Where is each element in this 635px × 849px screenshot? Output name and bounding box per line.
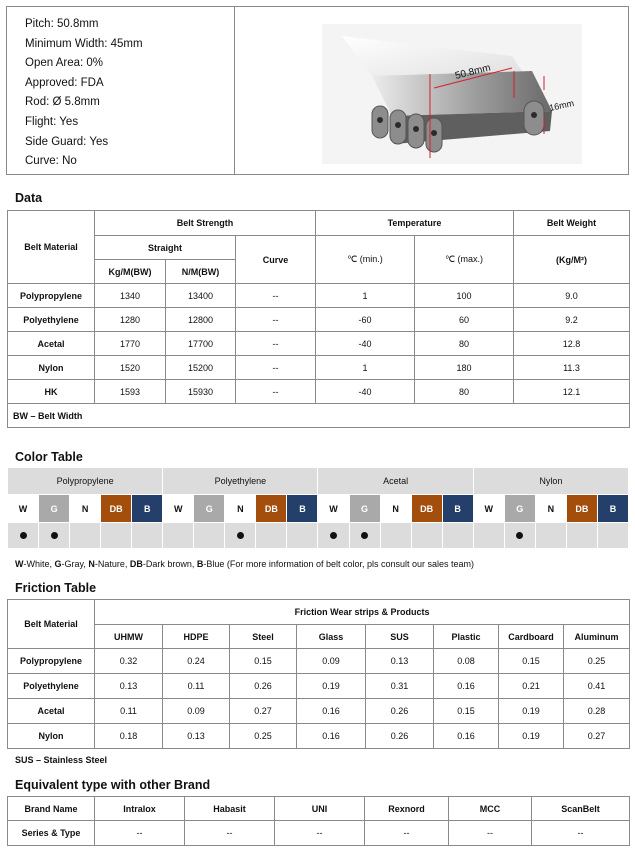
- cell-tmax: 180: [415, 356, 514, 380]
- cell-weight: 11.3: [514, 356, 630, 380]
- friction-value-cell: 0.16: [297, 699, 366, 724]
- color-availability-cell: [442, 523, 473, 549]
- available-dot-icon: [330, 532, 337, 539]
- friction-value-cell: 0.16: [434, 724, 499, 749]
- color-availability-cell: [349, 523, 380, 549]
- color-swatch-db: DB: [101, 495, 132, 523]
- available-dot-icon: [20, 532, 27, 539]
- color-swatch-b: B: [442, 495, 473, 523]
- header-weight-unit: (Kg/M²): [514, 236, 630, 284]
- friction-col-header: HDPE: [163, 625, 230, 649]
- cell-nm: 15200: [166, 356, 236, 380]
- friction-value-cell: 0.27: [230, 699, 297, 724]
- row-material: HK: [8, 380, 95, 404]
- color-swatch-g: G: [39, 495, 70, 523]
- row-material: Acetal: [8, 699, 95, 724]
- data-table: [7, 210, 630, 428]
- belt-image: [235, 7, 628, 174]
- spec-approved: Approved: FDA: [25, 76, 104, 89]
- cell-nm: 15930: [166, 380, 236, 404]
- bw-note: BW – Belt Width: [8, 404, 630, 428]
- friction-value-cell: 0.31: [366, 674, 434, 699]
- cell-kgm: 1520: [95, 356, 166, 380]
- header-kgm: Kg/M(BW): [95, 260, 166, 284]
- table-row: [8, 356, 630, 380]
- color-availability-cell: [163, 523, 194, 549]
- friction-value-cell: 0.19: [499, 724, 564, 749]
- height-label: 16mm: [547, 97, 575, 113]
- brand-series-cell: --: [532, 821, 630, 846]
- cell-kgm: 1593: [95, 380, 166, 404]
- color-swatch-db: DB: [566, 495, 597, 523]
- friction-table-title: Friction Table: [15, 581, 97, 595]
- color-availability-cell: [8, 523, 39, 549]
- table-row: [8, 332, 630, 356]
- friction-value-cell: 0.21: [499, 674, 564, 699]
- friction-value-cell: 0.15: [499, 649, 564, 674]
- friction-value-cell: 0.15: [434, 699, 499, 724]
- legend-w-text: -White,: [23, 559, 55, 569]
- color-availability-cell: [535, 523, 566, 549]
- cell-tmin: 1: [316, 356, 415, 380]
- available-dot-icon: [361, 532, 368, 539]
- cell-weight: 9.0: [514, 284, 630, 308]
- color-swatch-w: W: [473, 495, 504, 523]
- header-belt-material: Belt Material: [8, 211, 95, 284]
- friction-col-header: Plastic: [434, 625, 499, 649]
- color-swatch-g: G: [504, 495, 535, 523]
- brand-series-cell: --: [185, 821, 275, 846]
- color-swatch-w: W: [8, 495, 39, 523]
- cell-kgm: 1340: [95, 284, 166, 308]
- belt-module-illustration: [282, 16, 582, 166]
- friction-col-header: Steel: [230, 625, 297, 649]
- friction-value-cell: 0.26: [230, 674, 297, 699]
- friction-value-cell: 0.13: [163, 724, 230, 749]
- friction-value-cell: 0.28: [564, 699, 630, 724]
- friction-col-header: Cardboard: [499, 625, 564, 649]
- color-swatch-db: DB: [411, 495, 442, 523]
- cell-curve: --: [236, 356, 316, 380]
- legend-b-code: B: [196, 559, 204, 569]
- cell-weight: 12.1: [514, 380, 630, 404]
- header-nm: N/M(BW): [166, 260, 236, 284]
- legend-db-code: DB: [129, 559, 143, 569]
- color-availability-cell: [504, 523, 535, 549]
- brand-table-title: Equivalent type with other Brand: [15, 778, 211, 792]
- friction-value-cell: 0.26: [366, 724, 434, 749]
- table-row: [8, 699, 630, 724]
- friction-value-cell: 0.25: [230, 724, 297, 749]
- row-material: Nylon: [8, 356, 95, 380]
- color-availability-cell: [225, 523, 256, 549]
- row-material: Acetal: [8, 332, 95, 356]
- legend-g-text: -Gray,: [61, 559, 89, 569]
- table-row: [8, 284, 630, 308]
- cell-curve: --: [236, 332, 316, 356]
- color-availability-cell: [566, 523, 597, 549]
- color-availability-cell: [194, 523, 225, 549]
- color-swatch-b: B: [132, 495, 163, 523]
- spec-side-guard: Side Guard: Yes: [25, 135, 109, 148]
- color-availability-cell: [473, 523, 504, 549]
- header-curve: Curve: [236, 236, 316, 284]
- color-availability-cell: [318, 523, 349, 549]
- legend-w-code: W: [15, 559, 24, 569]
- color-availability-cell: [70, 523, 101, 549]
- color-legend: [15, 559, 474, 569]
- color-table-title: Color Table: [15, 450, 83, 464]
- color-group-header: Nylon: [473, 468, 628, 495]
- friction-value-cell: 0.08: [434, 649, 499, 674]
- table-row: [8, 308, 630, 332]
- pitch-label: 50.8mm: [453, 61, 492, 82]
- cell-tmin: 1: [316, 284, 415, 308]
- cell-nm: 17700: [166, 332, 236, 356]
- legend-n-text: -Nature,: [94, 559, 130, 569]
- friction-value-cell: 0.26: [366, 699, 434, 724]
- legend-n-code: N: [88, 559, 95, 569]
- available-dot-icon: [237, 532, 244, 539]
- brand-name-cell: MCC: [449, 797, 532, 821]
- data-title: Data: [15, 191, 43, 205]
- color-availability-cell: [256, 523, 287, 549]
- friction-value-cell: 0.16: [297, 724, 366, 749]
- color-swatch-n: N: [70, 495, 101, 523]
- color-availability-cell: [132, 523, 163, 549]
- row-material: Nylon: [8, 724, 95, 749]
- table-row: [8, 674, 630, 699]
- spec-curve: Curve: No: [25, 155, 77, 168]
- friction-table: [7, 599, 630, 749]
- legend-g-code: G: [54, 559, 62, 569]
- friction-col-header: UHMW: [95, 625, 163, 649]
- cell-tmin: -40: [316, 380, 415, 404]
- specs-box: [6, 6, 629, 175]
- brand-name-cell: Rexnord: [365, 797, 449, 821]
- series-type-label: Series & Type: [8, 821, 95, 846]
- color-swatch-b: B: [597, 495, 628, 523]
- cell-nm: 12800: [166, 308, 236, 332]
- friction-value-cell: 0.19: [297, 674, 366, 699]
- table-row: [8, 649, 630, 674]
- cell-curve: --: [236, 380, 316, 404]
- spec-rod: Rod: Ø 5.8mm: [25, 96, 100, 109]
- header-belt-strength: Belt Strength: [95, 211, 316, 236]
- color-availability-cell: [101, 523, 132, 549]
- friction-value-cell: 0.41: [564, 674, 630, 699]
- row-material: Polypropylene: [8, 649, 95, 674]
- color-swatch-n: N: [535, 495, 566, 523]
- brand-name-cell: Habasit: [185, 797, 275, 821]
- friction-value-cell: 0.11: [95, 699, 163, 724]
- sus-note: SUS – Stainless Steel: [15, 755, 108, 765]
- friction-header-group: Friction Wear strips & Products: [95, 600, 630, 625]
- cell-weight: 12.8: [514, 332, 630, 356]
- header-temp-max: ℃ (max.): [415, 236, 514, 284]
- cell-curve: --: [236, 308, 316, 332]
- table-row: [8, 724, 630, 749]
- header-temp-min: ℃ (min.): [316, 236, 415, 284]
- color-availability-cell: [597, 523, 628, 549]
- color-group-header: Polypropylene: [8, 468, 163, 495]
- friction-value-cell: 0.32: [95, 649, 163, 674]
- color-swatch-db: DB: [256, 495, 287, 523]
- friction-col-header: Aluminum: [564, 625, 630, 649]
- friction-value-cell: 0.18: [95, 724, 163, 749]
- brand-name-cell: ScanBelt: [532, 797, 630, 821]
- cell-tmax: 80: [415, 332, 514, 356]
- friction-value-cell: 0.27: [564, 724, 630, 749]
- color-availability-cell: [287, 523, 318, 549]
- spec-open-area: Open Area: 0%: [25, 57, 103, 70]
- cell-tmax: 80: [415, 380, 514, 404]
- cell-curve: --: [236, 284, 316, 308]
- color-table: [7, 467, 629, 549]
- cell-tmin: -60: [316, 308, 415, 332]
- cell-tmax: 100: [415, 284, 514, 308]
- friction-value-cell: 0.16: [434, 674, 499, 699]
- friction-value-cell: 0.19: [499, 699, 564, 724]
- brand-name-cell: Intralox: [95, 797, 185, 821]
- cell-tmin: -40: [316, 332, 415, 356]
- brand-name-cell: UNI: [275, 797, 365, 821]
- row-material: Polypropylene: [8, 284, 95, 308]
- brand-series-cell: --: [275, 821, 365, 846]
- friction-value-cell: 0.25: [564, 649, 630, 674]
- cell-weight: 9.2: [514, 308, 630, 332]
- brand-series-cell: --: [95, 821, 185, 846]
- spec-min-width: Minimum Width: 45mm: [25, 37, 143, 50]
- color-swatch-b: B: [287, 495, 318, 523]
- header-belt-weight: Belt Weight: [514, 211, 630, 236]
- spec-pitch: Pitch: 50.8mm: [25, 18, 99, 30]
- header-straight: Straight: [95, 236, 236, 260]
- friction-value-cell: 0.09: [297, 649, 366, 674]
- color-group-header: Polyethylene: [163, 468, 318, 495]
- color-availability-cell: [380, 523, 411, 549]
- friction-value-cell: 0.15: [230, 649, 297, 674]
- cell-nm: 13400: [166, 284, 236, 308]
- brand-series-cell: --: [449, 821, 532, 846]
- available-dot-icon: [516, 532, 523, 539]
- color-group-header: Acetal: [318, 468, 473, 495]
- cell-tmax: 60: [415, 308, 514, 332]
- friction-value-cell: 0.24: [163, 649, 230, 674]
- legend-db-text: -Dark brown,: [142, 559, 197, 569]
- color-swatch-w: W: [163, 495, 194, 523]
- brand-series-cell: --: [365, 821, 449, 846]
- header-temperature: Temperature: [316, 211, 514, 236]
- legend-b-text: -Blue (For more information of belt color, pls consult our sales team): [203, 559, 475, 569]
- available-dot-icon: [51, 532, 58, 539]
- color-availability-cell: [411, 523, 442, 549]
- color-swatch-g: G: [194, 495, 225, 523]
- color-swatch-g: G: [349, 495, 380, 523]
- row-material: Polyethylene: [8, 308, 95, 332]
- spec-flight: Flight: Yes: [25, 115, 79, 128]
- color-availability-cell: [39, 523, 70, 549]
- color-swatch-w: W: [318, 495, 349, 523]
- friction-value-cell: 0.09: [163, 699, 230, 724]
- friction-col-header: Glass: [297, 625, 366, 649]
- specs-list: [7, 7, 235, 174]
- color-swatch-n: N: [380, 495, 411, 523]
- friction-value-cell: 0.13: [366, 649, 434, 674]
- brand-name-header: Brand Name: [8, 797, 95, 821]
- table-row: [8, 380, 630, 404]
- friction-header-material: Belt Material: [8, 600, 95, 649]
- friction-col-header: SUS: [366, 625, 434, 649]
- row-material: Polyethylene: [8, 674, 95, 699]
- cell-kgm: 1280: [95, 308, 166, 332]
- friction-value-cell: 0.13: [95, 674, 163, 699]
- friction-value-cell: 0.11: [163, 674, 230, 699]
- color-swatch-n: N: [225, 495, 256, 523]
- cell-kgm: 1770: [95, 332, 166, 356]
- brand-table: [7, 796, 630, 846]
